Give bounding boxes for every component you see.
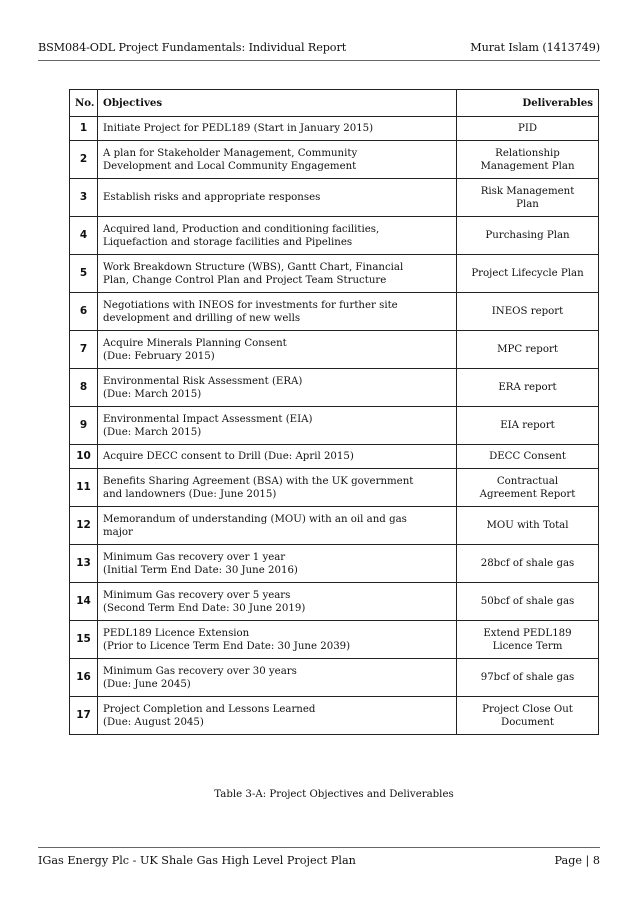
row-number: 4 bbox=[70, 217, 98, 255]
deliverable-line: Project Lifecycle Plan bbox=[471, 268, 584, 279]
objective-line: (Second Term End Date: 30 June 2019) bbox=[103, 602, 306, 614]
footer-page-number: Page | 8 bbox=[554, 853, 600, 867]
objective-cell bbox=[98, 217, 457, 255]
objective-line: Initiate Project for PEDL189 (Start in January 2015) bbox=[103, 123, 374, 134]
objective-line: development and drilling of new wells bbox=[103, 312, 301, 324]
row-number: 9 bbox=[70, 407, 98, 445]
objective-line: Acquired land, Production and conditioning facilities, bbox=[103, 223, 380, 235]
deliverable-line: MPC report bbox=[497, 344, 558, 355]
objective-cell bbox=[98, 331, 457, 369]
objective-cell bbox=[98, 141, 457, 179]
deliverable-line: ERA report bbox=[498, 382, 557, 393]
deliverable-line: Relationship bbox=[495, 147, 560, 159]
table-row bbox=[70, 583, 599, 621]
row-number: 3 bbox=[70, 179, 98, 217]
footer-document-title: IGas Energy Plc - UK Shale Gas High Level Project Plan bbox=[38, 853, 356, 867]
column-header-objectives: Objectives bbox=[98, 90, 457, 117]
objective-cell bbox=[98, 255, 457, 293]
objective-line: Project Completion and Lessons Learned bbox=[103, 703, 316, 715]
objective-line: Acquire Minerals Planning Consent bbox=[103, 337, 287, 349]
deliverable-line: PID bbox=[517, 123, 538, 134]
objective-line: PEDL189 Licence Extension bbox=[103, 627, 250, 639]
row-number: 16 bbox=[70, 659, 98, 697]
table-row bbox=[70, 179, 599, 217]
deliverable-line: INEOS report bbox=[491, 306, 564, 317]
deliverable-cell bbox=[457, 407, 599, 445]
objective-line: Environmental Risk Assessment (ERA) bbox=[103, 375, 303, 387]
table-caption: Table 3-A: Project Objectives and Deliverables bbox=[214, 789, 454, 800]
table-row bbox=[70, 621, 599, 659]
row-number: 6 bbox=[70, 293, 98, 331]
objective-line: (Due: August 2045) bbox=[103, 716, 204, 728]
deliverable-cell bbox=[457, 697, 599, 735]
objective-cell bbox=[98, 407, 457, 445]
deliverable-line: EIA report bbox=[500, 420, 555, 431]
deliverable-cell bbox=[457, 217, 599, 255]
deliverable-line: 97bcf of shale gas bbox=[480, 672, 575, 683]
deliverable-line: Licence Term bbox=[492, 640, 563, 652]
objective-line: Environmental Impact Assessment (EIA) bbox=[103, 413, 313, 425]
objective-line: (Due: February 2015) bbox=[103, 350, 215, 362]
objective-line: A plan for Stakeholder Management, Community bbox=[103, 147, 358, 159]
table-row bbox=[70, 697, 599, 735]
row-number: 11 bbox=[70, 469, 98, 507]
objective-cell bbox=[98, 369, 457, 407]
objective-cell bbox=[98, 445, 457, 469]
objective-line: Benefits Sharing Agreement (BSA) with the UK government bbox=[103, 475, 414, 487]
deliverable-line: Plan bbox=[516, 198, 539, 210]
deliverable-line: Risk Management bbox=[480, 185, 575, 197]
table-row bbox=[70, 659, 599, 697]
table-row bbox=[70, 445, 599, 469]
header-report-title: BSM084-ODL Project Fundamentals: Individual Report bbox=[38, 41, 347, 54]
row-number: 12 bbox=[70, 507, 98, 545]
objective-line: Liquefaction and storage facilities and Pipelines bbox=[103, 236, 353, 248]
table-row bbox=[70, 369, 599, 407]
page-footer bbox=[38, 852, 600, 868]
deliverable-cell bbox=[457, 293, 599, 331]
objective-line: (Due: March 2015) bbox=[103, 426, 202, 438]
deliverable-line: Project Close Out bbox=[482, 703, 573, 715]
objective-cell bbox=[98, 179, 457, 217]
objective-line: Memorandum of understanding (MOU) with an oil and gas bbox=[103, 513, 407, 525]
deliverable-line: MOU with Total bbox=[486, 520, 569, 531]
table-row bbox=[70, 255, 599, 293]
deliverable-cell bbox=[457, 117, 599, 141]
row-number: 1 bbox=[70, 117, 98, 141]
objective-line: Work Breakdown Structure (WBS), Gantt Chart, Financial bbox=[103, 261, 404, 273]
row-number: 17 bbox=[70, 697, 98, 735]
column-header-no: No. bbox=[70, 90, 98, 117]
deliverable-line: Contractual bbox=[496, 475, 559, 487]
objective-line: Negotiations with INEOS for investments for further site bbox=[103, 299, 398, 311]
deliverable-line: Management Plan bbox=[480, 160, 575, 172]
deliverable-cell bbox=[457, 545, 599, 583]
objective-line: Establish risks and appropriate responses bbox=[103, 192, 321, 203]
deliverable-cell bbox=[457, 179, 599, 217]
header-author: Murat Islam (1413749) bbox=[470, 41, 600, 54]
row-number: 10 bbox=[70, 445, 98, 469]
objective-line: (Initial Term End Date: 30 June 2016) bbox=[103, 564, 298, 576]
table-row bbox=[70, 141, 599, 179]
deliverable-cell bbox=[457, 369, 599, 407]
footer-divider bbox=[38, 847, 600, 848]
header-divider bbox=[38, 60, 600, 61]
objective-line: Minimum Gas recovery over 5 years bbox=[103, 589, 291, 601]
deliverable-line: Extend PEDL189 bbox=[483, 627, 572, 639]
row-number: 13 bbox=[70, 545, 98, 583]
row-number: 7 bbox=[70, 331, 98, 369]
deliverable-cell bbox=[457, 255, 599, 293]
objective-cell bbox=[98, 621, 457, 659]
row-number: 15 bbox=[70, 621, 98, 659]
deliverable-cell bbox=[457, 331, 599, 369]
objectives-table bbox=[69, 89, 599, 735]
deliverable-cell bbox=[457, 469, 599, 507]
table-row bbox=[70, 507, 599, 545]
column-header-deliverables: Deliverables bbox=[457, 90, 599, 117]
table-row bbox=[70, 407, 599, 445]
deliverable-cell bbox=[457, 141, 599, 179]
objective-line: Acquire DECC consent to Drill (Due: April 2015) bbox=[103, 451, 354, 462]
objective-line: Minimum Gas recovery over 30 years bbox=[103, 665, 297, 677]
objective-cell bbox=[98, 117, 457, 141]
deliverable-cell bbox=[457, 445, 599, 469]
objective-cell bbox=[98, 697, 457, 735]
row-number: 8 bbox=[70, 369, 98, 407]
objective-cell bbox=[98, 545, 457, 583]
table-body bbox=[70, 117, 599, 735]
table-header-row bbox=[70, 90, 599, 117]
objective-line: and landowners (Due: June 2015) bbox=[103, 488, 277, 500]
deliverable-cell bbox=[457, 659, 599, 697]
objective-line: (Due: June 2045) bbox=[103, 678, 191, 690]
table-row bbox=[70, 117, 599, 141]
table-row bbox=[70, 331, 599, 369]
page-header bbox=[38, 38, 600, 54]
deliverable-line: 50bcf of shale gas bbox=[480, 596, 575, 607]
deliverable-line: Purchasing Plan bbox=[485, 230, 570, 241]
row-number: 2 bbox=[70, 141, 98, 179]
row-number: 14 bbox=[70, 583, 98, 621]
table-row bbox=[70, 469, 599, 507]
deliverable-line: 28bcf of shale gas bbox=[480, 558, 575, 569]
deliverable-line: DECC Consent bbox=[489, 451, 566, 462]
objective-cell bbox=[98, 583, 457, 621]
objective-line: major bbox=[103, 526, 133, 538]
objective-line: (Due: March 2015) bbox=[103, 388, 202, 400]
objective-cell bbox=[98, 469, 457, 507]
table-row bbox=[70, 293, 599, 331]
deliverable-line: Document bbox=[501, 716, 554, 728]
objective-line: Development and Local Community Engagement bbox=[103, 160, 357, 172]
table-row bbox=[70, 217, 599, 255]
objective-cell bbox=[98, 507, 457, 545]
objective-cell bbox=[98, 293, 457, 331]
objective-line: Minimum Gas recovery over 1 year bbox=[103, 551, 286, 563]
deliverable-cell bbox=[457, 621, 599, 659]
deliverable-line: Agreement Report bbox=[479, 488, 576, 500]
objective-line: Plan, Change Control Plan and Project Team Structure bbox=[103, 274, 387, 286]
deliverable-cell bbox=[457, 583, 599, 621]
objective-line: (Prior to Licence Term End Date: 30 June 2039) bbox=[103, 640, 351, 652]
row-number: 5 bbox=[70, 255, 98, 293]
objective-cell bbox=[98, 659, 457, 697]
deliverable-cell bbox=[457, 507, 599, 545]
table-row bbox=[70, 545, 599, 583]
